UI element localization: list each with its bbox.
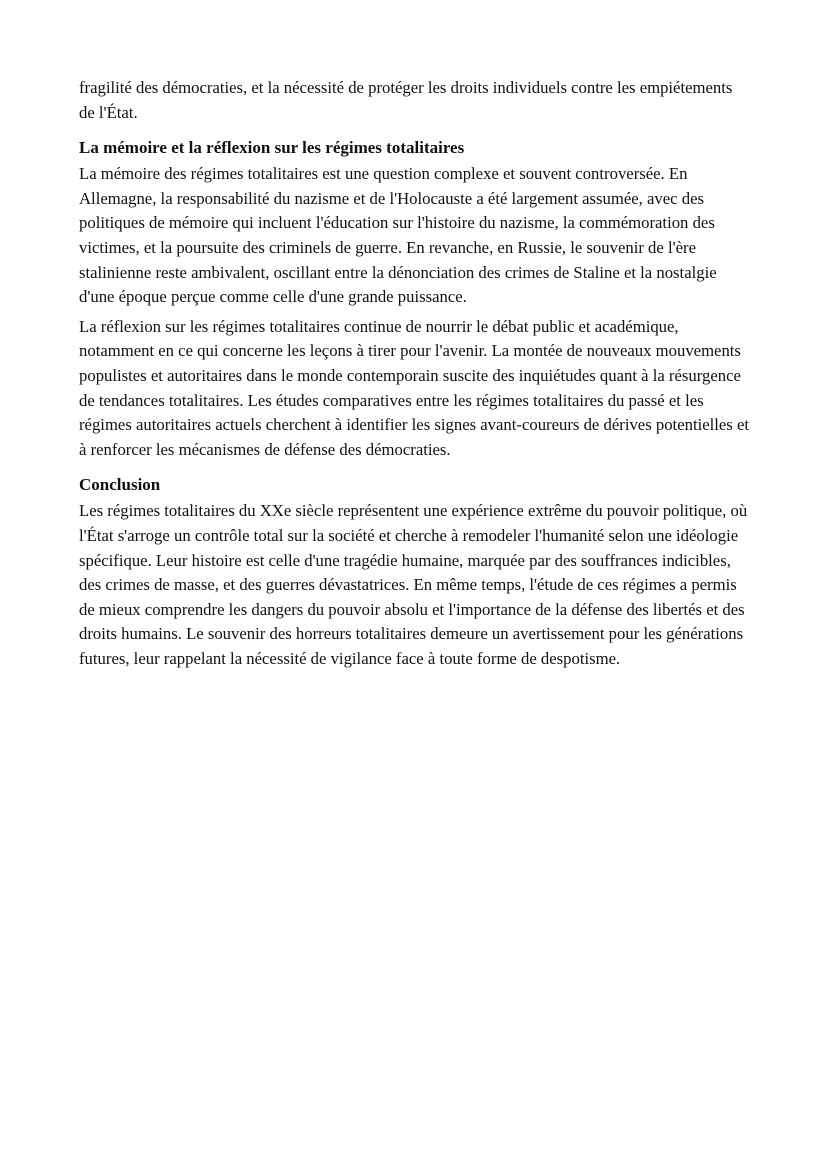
paragraph-conclusion: Les régimes totalitaires du XXe siècle représentent une expérience extrême du pouvoir politique, où l'État s'arroge un contrôle total sur la société et cherche à remodeler l'humanité selon une idéologie spécifique. Leur histoire est celle d'une tragédie humaine, marquée par des souffrances indicibles, des crimes de masse, et des guerres dévastatrices. En même temps, l'étude de ces régimes a permis de mieux comprendre les dangers du pouvoir absolu et l'importance de la défense des libertés et des droits humains. Le souvenir des horreurs totalitaires demeure un avertissement pour les générations futures, leur rappelant la nécessité de vigilance face à toute forme de despotisme. [79,501,748,668]
paragraph-memoire-2: La réflexion sur les régimes totalitaires continue de nourrir le débat public et académique, notamment en ce qui concerne les leçons à tirer pour l'avenir. La montée de nouveaux mouvements populistes et autoritaires dans le monde contemporain suscite des inquiétudes quant à la résurgence de tendances totalitaires. Les études comparatives entre les régimes totalitaires du passé et les régimes autoritaires actuels cherchent à identifier les signes avant-coureurs de dérives potentielles et à renforcer les mécanismes de défense des démocraties. [79,316,750,459]
paragraph-continuation: fragilité des démocraties, et la nécessité de protéger les droits individuels contre les empiétements de l'État. [79,78,733,122]
section-heading-memoire: La mémoire et la réflexion sur les régimes totalitaires [79,138,465,158]
section-heading-conclusion: Conclusion [79,475,161,495]
paragraph-memoire-1: La mémoire des régimes totalitaires est une question complexe et souvent controversée. En Allemagne, la responsabilité du nazisme et de l'Holocauste a été largement assumée, avec des politiques de mémoire qui incluent l'éducation sur l'histoire du nazisme, la commémoration des victimes, et la poursuite des criminels de guerre. En revanche, en Russie, le souvenir de l'ère stalinienne reste ambivalent, oscillant entre la dénonciation des crimes de Staline et la nostalgie d'une époque perçue comme celle d'une grande puissance. [79,164,717,307]
